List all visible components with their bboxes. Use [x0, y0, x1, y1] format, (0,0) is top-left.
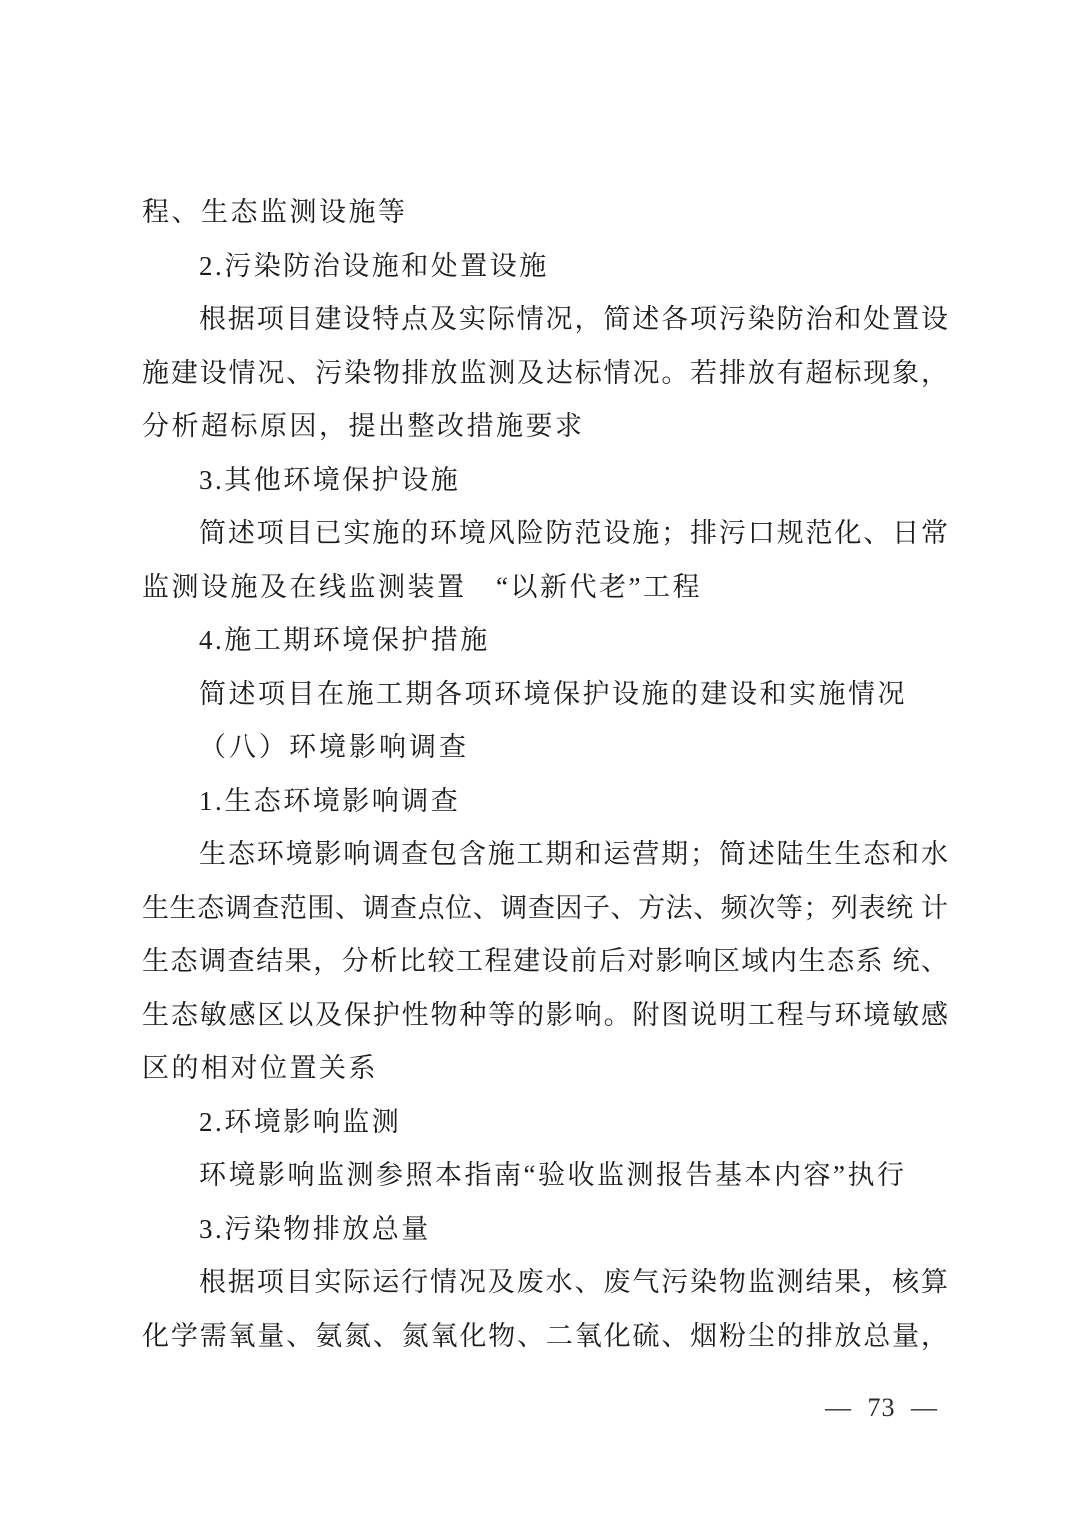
text-line: 生态环境影响调查包含施工期和运营期；简述陆生生态和水: [199, 839, 948, 869]
text-line: 1.生态环境影响调查: [199, 785, 461, 816]
document-body: [142, 186, 948, 1363]
text-line: 化学需氧量、氨氮、氮氧化物、二氧化硫、烟粉尘的排放总量，: [142, 1320, 948, 1351]
text-line: 分析超标原因，提出整改措施要求: [142, 411, 585, 441]
text-line: 3.污染物排放总量: [199, 1213, 431, 1244]
text-line: 根据项目实际运行情况及废水、废气污染物监测结果，核算: [199, 1267, 948, 1297]
text-line: 生态调查结果，分析比较工程建设前后对影响区域内生态系 统、: [142, 946, 948, 976]
text-line: 施建设情况、污染物排放监测及达标情况。若排放有超标现象，: [142, 357, 948, 388]
text-line: 程、生态监测设施等: [142, 197, 408, 227]
text-line: 生生态调查范围、调查点位、调查因子、方法、频次等；列表统 计: [142, 892, 948, 923]
text-line: 区的相对位置关系: [142, 1053, 378, 1083]
text-line: 简述项目已实施的环境风险防范设施；排污口规范化、日常: [199, 518, 948, 548]
text-line: 2.环境影响监测: [199, 1106, 402, 1137]
section-heading: （八）环境影响调查: [199, 732, 469, 762]
text-line: 4.施工期环境保护措施: [199, 625, 490, 655]
page-number: — 73 —: [825, 1393, 938, 1422]
text-line: 3.其他环境保护设施: [199, 464, 461, 495]
text-line: 监测设施及在线监测装置 “以新代老”工程: [142, 571, 702, 602]
text-line: 生态敏感区以及保护性物种等的影响。附图说明工程与环境敏感: [142, 999, 948, 1030]
text-line: 简述项目在施工期各项环境保护设施的建设和实施情况: [199, 678, 907, 709]
text-line: 2.污染防治设施和处置设施: [199, 250, 549, 281]
text-line: 根据项目建设特点及实际情况，简述各项污染防治和处置设: [199, 304, 948, 334]
text-line: 环境影响监测参照本指南“验收监测报告基本内容”执行: [199, 1160, 907, 1190]
